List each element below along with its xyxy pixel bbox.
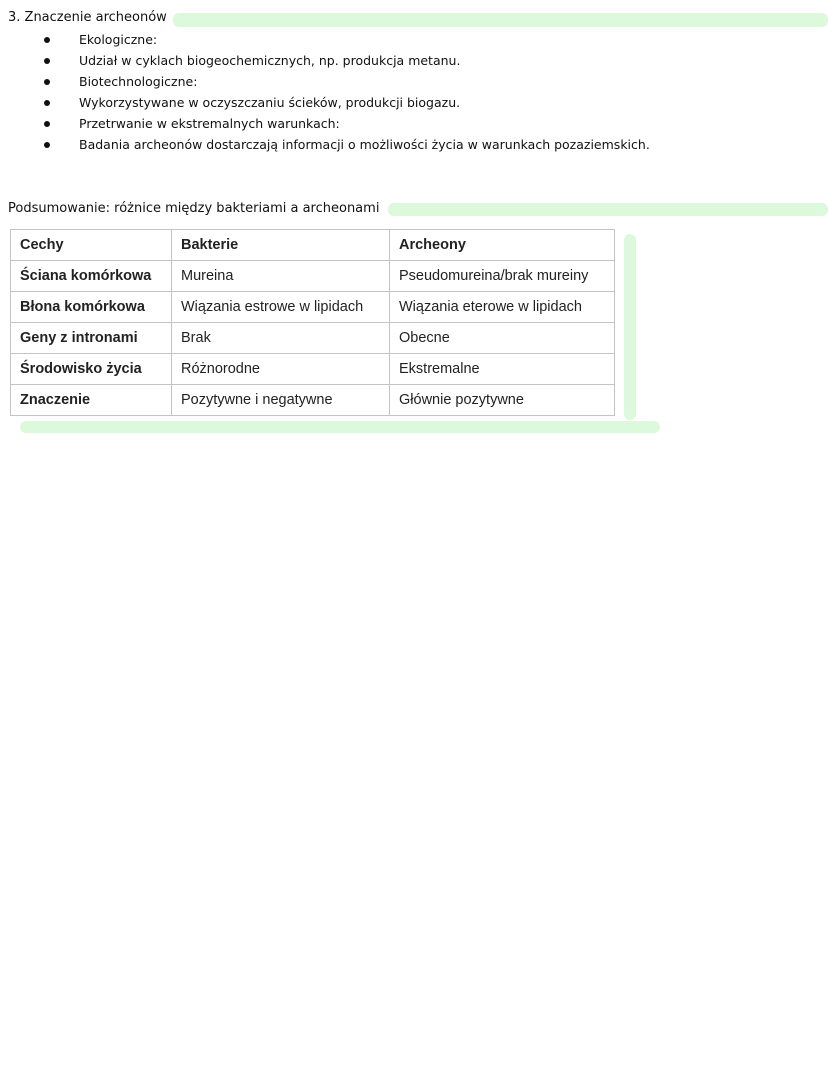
- bullet-dot-icon: [44, 100, 50, 106]
- table-cell: Różnorodne: [172, 354, 390, 385]
- section-title: 3. Znaczenie archeonów: [8, 10, 167, 25]
- table-cell: Znaczenie: [11, 385, 172, 416]
- table-row: [11, 292, 615, 323]
- list-item-text: Biotechnologiczne:: [79, 71, 197, 92]
- table-row: [11, 323, 615, 354]
- table-header-cell: Bakterie: [172, 230, 390, 261]
- table-cell: Głównie pozytywne: [390, 385, 615, 416]
- title-highlight-stroke: [173, 13, 828, 27]
- list-item-text: Badania archeonów dostarczają informacji o możliwości życia w warunkach pozaziemskich.: [79, 137, 650, 152]
- table-header-cell: Archeony: [390, 230, 615, 261]
- bullet-dot-icon: [44, 37, 50, 43]
- table-cell: Pozytywne i negatywne: [172, 385, 390, 416]
- table-cell: Środowisko życia: [11, 354, 172, 385]
- table-cell: Wiązania eterowe w lipidach: [390, 292, 615, 323]
- table-row: [11, 385, 615, 416]
- list-item-text: Udział w cyklach biogeochemicznych, np. produkcja metanu.: [79, 53, 461, 68]
- table-cell: Pseudomureina/brak mureiny: [390, 261, 615, 292]
- table-row: [11, 261, 615, 292]
- comparison-table: [10, 229, 615, 416]
- table-row: [11, 354, 615, 385]
- list-item-text: Wykorzystywane w oczyszczaniu ścieków, produkcji biogazu.: [79, 95, 461, 110]
- table-side-highlight-stroke: [624, 234, 636, 420]
- bullet-dot-icon: [44, 142, 50, 148]
- table-header-cell: Cechy: [11, 230, 172, 261]
- list-item-text: Ekologiczne:: [79, 29, 157, 50]
- summary-title: Podsumowanie: różnice między bakteriami a archeonami: [8, 201, 380, 216]
- table-cell: Ekstremalne: [390, 354, 615, 385]
- bullet-dot-icon: [44, 58, 50, 64]
- bullet-dot-icon: [44, 79, 50, 85]
- table-cell: Ściana komórkowa: [11, 261, 172, 292]
- table-cell: Brak: [172, 323, 390, 354]
- table-cell: Mureina: [172, 261, 390, 292]
- table-bottom-highlight-stroke: [20, 421, 660, 433]
- list-item-text: Przetrwanie w ekstremalnych warunkach:: [79, 116, 340, 131]
- table-cell: Geny z intronami: [11, 323, 172, 354]
- table-cell: Obecne: [390, 323, 615, 354]
- bullet-dot-icon: [44, 121, 50, 127]
- table-cell: Błona komórkowa: [11, 292, 172, 323]
- table-header-row: [11, 230, 615, 261]
- table-cell: Wiązania estrowe w lipidach: [172, 292, 390, 323]
- summary-highlight-stroke: [388, 203, 828, 216]
